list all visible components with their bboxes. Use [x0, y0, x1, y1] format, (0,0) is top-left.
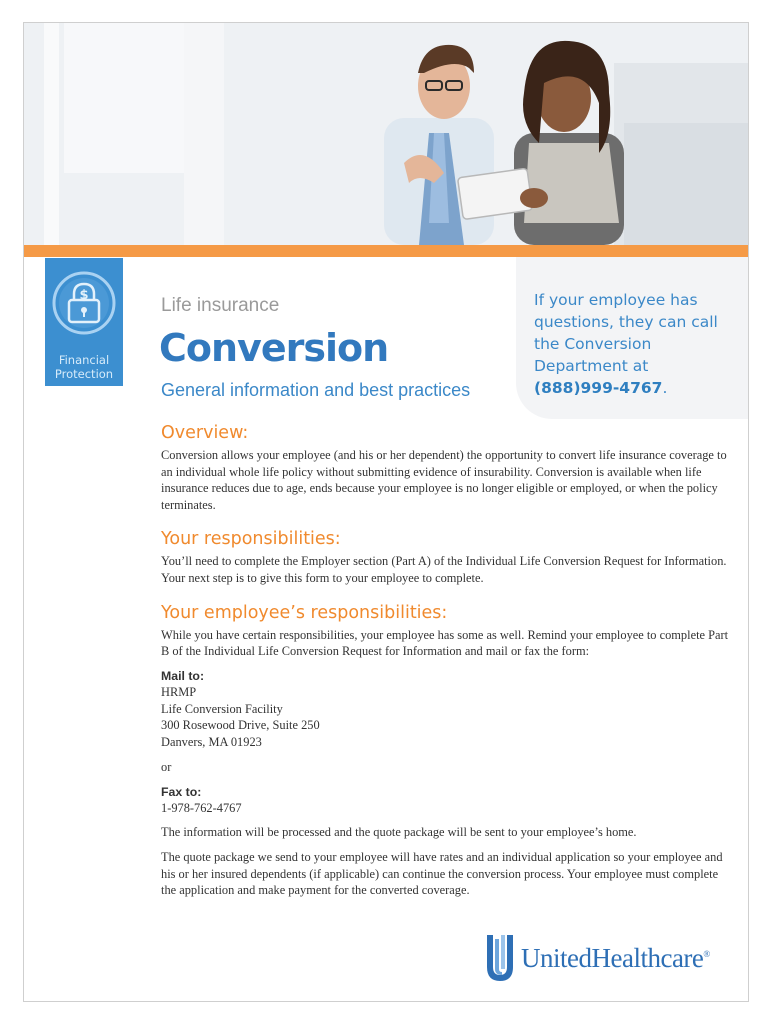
orange-divider-bar: [24, 245, 748, 257]
mail-to-label: Mail to:: [161, 668, 205, 683]
your-responsibilities-heading: Your responsibilities:: [161, 529, 341, 550]
logo-wordmark: [521, 943, 710, 974]
mail-address-line: HRMP: [161, 684, 197, 699]
employee-responsibilities-heading: Your employee’s responsibilities:: [161, 602, 448, 623]
or-separator: or: [161, 759, 172, 774]
employee-responsibilities-body: While you have certain responsibilities, your employee has some as well. Remind your employee to complete Part B of the Individual Life Conversion Request for Information and mail or fax the form:: [161, 627, 729, 659]
page-title: Conversion: [159, 326, 389, 370]
mail-address-line: Danvers, MA 01923: [161, 735, 262, 750]
quote-package-note: The quote package we send to your employee will have rates and an individual application so your employee and his or her insured dependents (if applicable) can continue the conversion process. Your employee must complete the application and make payment for the converted coverage.: [161, 850, 723, 898]
hero-photo: [24, 23, 748, 245]
mail-address-line: 300 Rosewood Drive, Suite 250: [161, 718, 320, 733]
u-shield-icon: [483, 931, 517, 983]
contact-info-message: If your employee has questions, they can call the Conversion Department at: [534, 291, 718, 375]
unitedhealthcare-logo: [483, 931, 723, 985]
contact-info-period: .: [662, 379, 668, 397]
financial-protection-badge: [45, 258, 123, 386]
contact-phone-number: (888)999-4767: [534, 379, 663, 397]
contact-info-box: [516, 257, 748, 419]
fax-number: 1-978-762-4767: [161, 800, 242, 815]
fax-to-label: Fax to:: [161, 784, 202, 799]
hero-illustration: [24, 23, 748, 245]
mail-address-line: Life Conversion Facility: [161, 701, 283, 716]
registered-mark: ®: [703, 949, 710, 959]
badge-label-line2: Protection: [54, 367, 114, 381]
main-content: [161, 423, 731, 899]
overview-heading: Overview:: [161, 423, 249, 443]
your-responsibilities-body: You’ll need to complete the Employer section (Part A) of the Individual Life Conversion Request for Information. Your next step is to give this form to your employee to complete.: [161, 554, 727, 585]
contact-info-text: [534, 289, 734, 399]
badge-label: [45, 353, 123, 381]
processing-note: The information will be processed and the quote package will be sent to your employee’s home.: [161, 824, 637, 839]
logo-name: UnitedHealthcare: [521, 943, 704, 973]
lock-dollar-icon: [51, 270, 117, 336]
svg-text:$: $: [79, 288, 89, 303]
page-subtitle: General information and best practices: [161, 380, 471, 400]
badge-label-line1: Financial: [58, 353, 110, 367]
title-category: Life insurance: [161, 295, 280, 316]
overview-body: Conversion allows your employee (and his or her dependent) the opportunity to convert life insurance coverage to an individual whole life policy without submitting evidence of insurability. Conversion is available when life insurance reduces due to age, ends because your employee is no longer eligible or employed, or when the policy terminates.: [161, 448, 727, 512]
document-page: [23, 22, 749, 1002]
